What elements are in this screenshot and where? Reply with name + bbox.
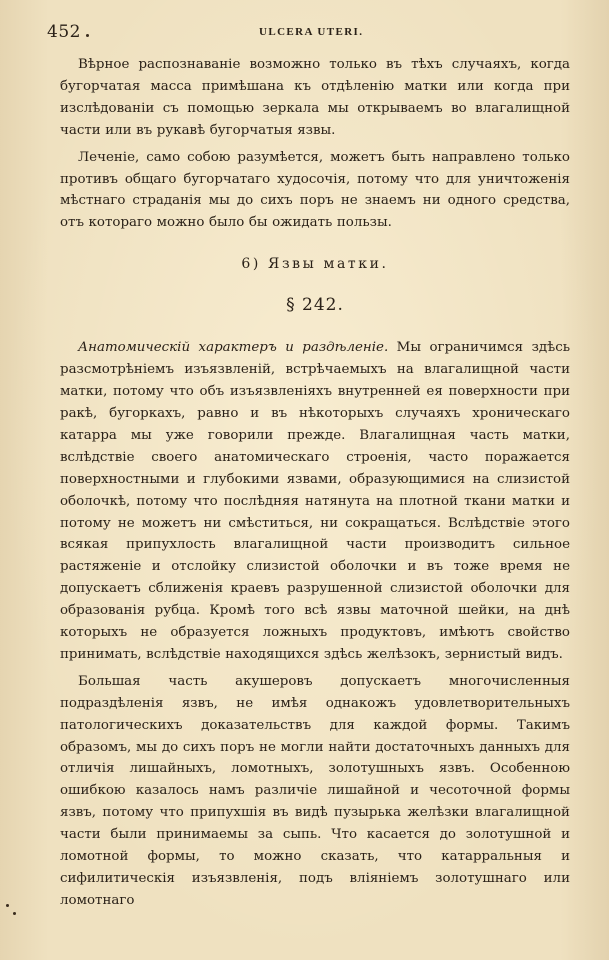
ink-speck <box>6 904 9 907</box>
text-block <box>60 54 570 912</box>
ink-speck <box>13 912 16 915</box>
page-number: 452 <box>47 22 81 42</box>
section-number: § 242. <box>286 295 344 316</box>
paragraph-anatomy <box>60 337 570 666</box>
paragraph-treatment: Леченіе, само собою разумѣется, можетъ быть направлено только противъ общаго бугорчатаго худосочія, потому что для уничтоженія мѣстнаго страданія мы до сихъ поръ не знаемъ ни одного средства, отъ котораго можно было бы ожидать пользы. <box>60 149 570 231</box>
section-title: 6) Язвы матки. <box>241 256 389 273</box>
running-head: ULCERA UTERI. <box>259 26 364 38</box>
paragraph-classification: Большая часть акушеровъ допускаетъ многочисленныя подраздѣленія язвъ, не имѣя однакожъ удовлетворительныхъ патологическихъ доказательствъ для каждой формы. Такимъ образомъ, мы до сихъ поръ не могли найти достаточныхъ данныхъ для отличія лишайныхъ, ломотныхъ, золотушныхъ язвъ. Особенною ошибкою казалось намъ различіе лишайной и чесоточной формы язвъ, потому что припухшія въ видѣ пузырька желѣзки влагалищной части были принимаемы за сыпь. Что касается до золотушной и ломотной формы, то можно сказать, что катарральныя и сифилитическія изъязвленія, подъ вліяніемъ золотушнаго или ломотнаго <box>60 673 570 908</box>
ink-speck <box>86 34 89 37</box>
section-gap <box>60 317 570 337</box>
page-header <box>47 22 567 46</box>
paragraph-anatomy-body: Мы ограничимся здѣсь разсмотрѣніемъ изъязвленій, встрѣчаемыхъ на влагалищной части матки, потому что объ изъязвленіяхъ внутренней ея поверхности при ракѣ, бугоркахъ, равно и въ нѣкоторыхъ случаяхъ хроническаго катарра мы уже говорили прежде. Влагалищная часть матки, вслѣдствіе своего анатомическаго строенія, часто поражается поверхностными и глубокими язвами, образующимися на слизистой оболочкѣ, потому что послѣдняя натянута на плотной ткани матки и потому не можетъ ни смѣститься, ни сокращаться. Вслѣдствіе этого всякая припухлость влагалищной части производитъ сильное растяженіе и отслойку слизистой оболочки и въ тоже время не допускаетъ сближенія краевъ разрушенной слизистой оболочки для образованія рубца. Кромѣ того всѣ язвы маточной шейки, на днѣ которыхъ не образуется ложныхъ продуктовъ, имѣютъ свойство принимать, вслѣдствіе находящихся здѣсь желѣзокъ, зернистый видъ. <box>60 340 570 662</box>
paragraph-diagnosis: Вѣрное распознаваніе возможно только въ тѣхъ случаяхъ, когда бугорчатая масса примѣшана къ отдѣленію матки или когда при изслѣдованіи съ помощью зеркала мы открываемъ во влагалищной части или въ рукавѣ бугорчатыя язвы. <box>60 57 570 138</box>
paragraph-anatomy-lead: Анатомическій характеръ и раздѣленіе. <box>78 340 389 356</box>
